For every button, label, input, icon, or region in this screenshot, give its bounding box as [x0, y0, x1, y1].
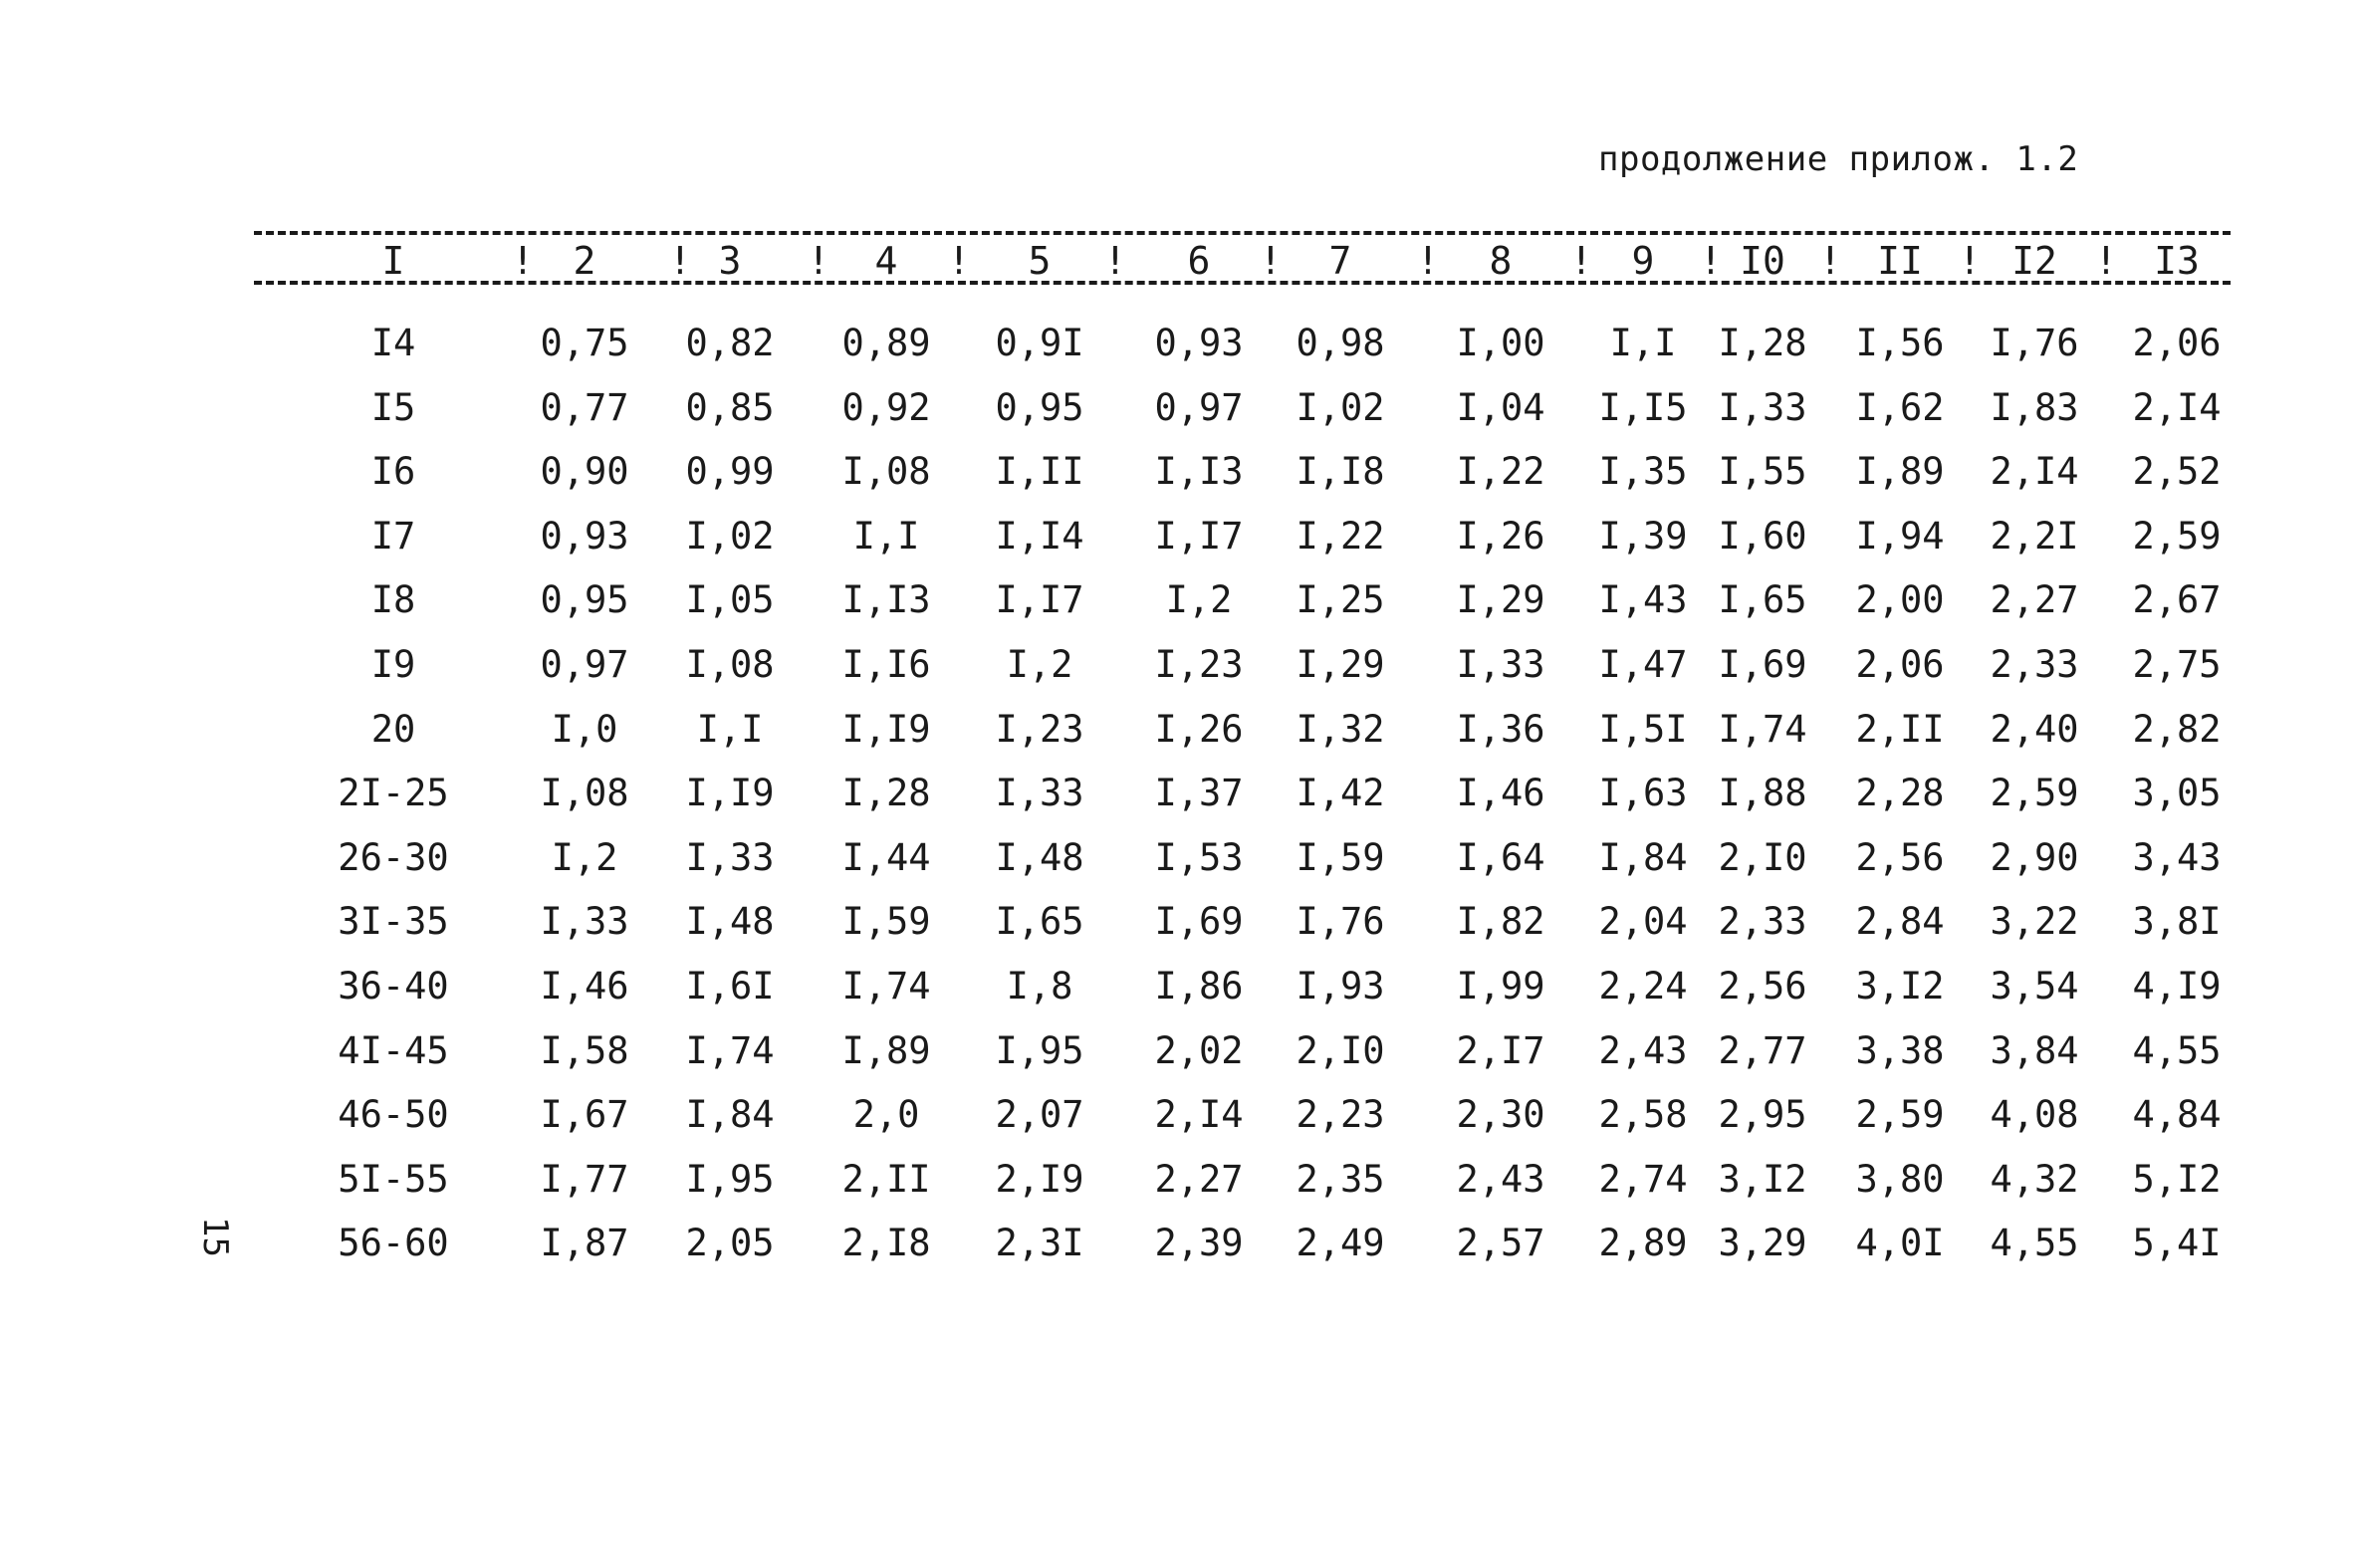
column-separator: !: [1818, 239, 1842, 283]
table-cell: I,I3: [841, 578, 931, 622]
row-label: I9: [370, 643, 416, 686]
table-cell: 0,95: [995, 385, 1084, 429]
table-cell: I,99: [1456, 965, 1545, 1008]
column-separator: !: [1103, 239, 1127, 283]
column-separator: !: [2094, 239, 2118, 283]
table-cell: I,I5: [1598, 385, 1688, 429]
table-cell: 2,0: [852, 1093, 920, 1137]
column-header: I2: [2011, 239, 2057, 283]
table-cell: 3,I2: [1718, 1157, 1807, 1201]
table-cell: 2,2I: [1990, 514, 2079, 558]
table-cell: I,89: [841, 1028, 931, 1072]
table-cell: I,69: [1154, 900, 1244, 944]
table-cell: 2,39: [1154, 1222, 1244, 1265]
table-cell: 2,33: [1718, 900, 1807, 944]
table-cell: 0,95: [540, 578, 629, 622]
row-label: I4: [370, 322, 416, 364]
table-cell: 2,I4: [2132, 385, 2222, 429]
table-cell: I,2: [1006, 643, 1073, 686]
table-cell: 5,4I: [2132, 1222, 2222, 1265]
table-cell: I,46: [540, 965, 629, 1008]
table-cell: I,43: [1598, 578, 1688, 622]
table-cell: 2,35: [1296, 1157, 1385, 1201]
table-cell: I,I: [852, 514, 920, 558]
table-cell: 0,97: [1154, 385, 1244, 429]
table-cell: I,I3: [1154, 450, 1244, 494]
table-cell: I,22: [1456, 450, 1545, 494]
table-cell: 0,98: [1296, 322, 1385, 364]
column-separator: !: [807, 239, 830, 283]
table-cell: I,05: [685, 578, 775, 622]
table-cell: I,5I: [1598, 707, 1688, 751]
column-header: 2: [573, 239, 596, 283]
table-cell: 2,I4: [1154, 1093, 1244, 1137]
table-cell: 0,89: [841, 322, 931, 364]
table-cell: I,59: [841, 900, 931, 944]
table-cell: 2,43: [1456, 1157, 1545, 1201]
table-cell: 2,I4: [1990, 450, 2079, 494]
table-cell: 2,27: [1990, 578, 2079, 622]
table-cell: I,87: [540, 1222, 629, 1265]
table-cell: I,59: [1296, 835, 1385, 879]
table-cell: I,69: [1718, 643, 1807, 686]
table-cell: 3,54: [1990, 965, 2079, 1008]
table-cell: I,46: [1456, 772, 1545, 815]
table-cell: I,08: [685, 643, 775, 686]
table-cell: 2,00: [1855, 578, 1945, 622]
table-cell: I,53: [1154, 835, 1244, 879]
table-cell: I,37: [1154, 772, 1244, 815]
column-separator: !: [1259, 239, 1283, 283]
table-cell: 3,05: [2132, 772, 2222, 815]
table-cell: I,02: [685, 514, 775, 558]
column-separator: !: [947, 239, 971, 283]
table-cell: I,22: [1296, 514, 1385, 558]
table-cell: 2,84: [1855, 900, 1945, 944]
table-cell: I,84: [1598, 835, 1688, 879]
table-cell: 3,22: [1990, 900, 2079, 944]
row-label: 5I-55: [338, 1157, 449, 1201]
table-cell: 4,08: [1990, 1093, 2079, 1137]
table-cell: I,I4: [995, 514, 1084, 558]
table-cell: 2,06: [2132, 322, 2222, 364]
table-cell: I,28: [841, 772, 931, 815]
table-cell: I,76: [1990, 322, 2079, 364]
table-cell: 2,I9: [995, 1157, 1084, 1201]
table-cell: I,6I: [685, 965, 775, 1008]
table-cell: I,26: [1456, 514, 1545, 558]
table-cell: 0,92: [841, 385, 931, 429]
table-cell: I,29: [1296, 643, 1385, 686]
table-cell: I,8: [1006, 965, 1073, 1008]
table-cell: 2,I8: [841, 1222, 931, 1265]
table-header-top-rule: [254, 231, 2231, 235]
table-cell: 2,56: [1718, 965, 1807, 1008]
table-cell: 2,30: [1456, 1093, 1545, 1137]
table-cell: I,2: [551, 835, 618, 879]
table-cell: I,84: [685, 1093, 775, 1137]
table-cell: 2,I7: [1456, 1028, 1545, 1072]
table-cell: 2,07: [995, 1093, 1084, 1137]
table-cell: I,33: [540, 900, 629, 944]
table-cell: I,77: [540, 1157, 629, 1201]
row-label: I8: [370, 578, 416, 622]
table-cell: I,44: [841, 835, 931, 879]
table-cell: I,60: [1718, 514, 1807, 558]
table-cell: 2,33: [1990, 643, 2079, 686]
table-cell: 2,40: [1990, 707, 2079, 751]
table-cell: I,93: [1296, 965, 1385, 1008]
column-separator: !: [1958, 239, 1982, 283]
table-cell: I,48: [995, 835, 1084, 879]
table-cell: I,56: [1855, 322, 1945, 364]
column-separator: !: [511, 239, 535, 283]
table-cell: 4,32: [1990, 1157, 2079, 1201]
table-cell: 2,89: [1598, 1222, 1688, 1265]
table-cell: I,26: [1154, 707, 1244, 751]
row-label: I7: [370, 514, 416, 558]
table-cell: I,II: [995, 450, 1084, 494]
table-cell: I,08: [841, 450, 931, 494]
table-cell: 2,59: [2132, 514, 2222, 558]
table-cell: I,67: [540, 1093, 629, 1137]
table-cell: I,39: [1598, 514, 1688, 558]
table-cell: I,I9: [685, 772, 775, 815]
column-header: 3: [718, 239, 742, 283]
table-cell: I,I6: [841, 643, 931, 686]
row-label: 20: [370, 707, 416, 751]
table-cell: 2,57: [1456, 1222, 1545, 1265]
table-cell: I,I: [696, 707, 764, 751]
table-cell: 2,67: [2132, 578, 2222, 622]
column-header: I0: [1740, 239, 1785, 283]
table-cell: 2,95: [1718, 1093, 1807, 1137]
table-cell: 3,38: [1855, 1028, 1945, 1072]
column-header: I3: [2154, 239, 2200, 283]
column-header: 5: [1028, 239, 1052, 283]
row-label: 2I-25: [338, 772, 449, 815]
table-cell: 2,24: [1598, 965, 1688, 1008]
table-cell: I,I7: [995, 578, 1084, 622]
column-header: 8: [1489, 239, 1513, 283]
table-cell: 0,82: [685, 322, 775, 364]
table-cell: I,55: [1718, 450, 1807, 494]
table-cell: 3,43: [2132, 835, 2222, 879]
table-cell: 2,II: [1855, 707, 1945, 751]
table-cell: 2,I0: [1718, 835, 1807, 879]
table-cell: 2,74: [1598, 1157, 1688, 1201]
table-cell: 4,I9: [2132, 965, 2222, 1008]
table-cell: I,33: [1456, 643, 1545, 686]
table-cell: I,00: [1456, 322, 1545, 364]
table-cell: I,08: [540, 772, 629, 815]
table-cell: I,23: [995, 707, 1084, 751]
table-cell: I,95: [685, 1157, 775, 1201]
table-cell: 2,I0: [1296, 1028, 1385, 1072]
table-cell: 2,04: [1598, 900, 1688, 944]
column-header: 9: [1631, 239, 1655, 283]
table-cell: 2,05: [685, 1222, 775, 1265]
table-cell: I,88: [1718, 772, 1807, 815]
table-cell: I,I7: [1154, 514, 1244, 558]
table-cell: 3,8I: [2132, 900, 2222, 944]
row-label: 36-40: [338, 965, 449, 1008]
table-cell: 2,77: [1718, 1028, 1807, 1072]
table-cell: I,33: [995, 772, 1084, 815]
row-label: 26-30: [338, 835, 449, 879]
table-cell: I,02: [1296, 385, 1385, 429]
table-cell: I,76: [1296, 900, 1385, 944]
table-cell: 0,93: [1154, 322, 1244, 364]
continuation-caption: продолжение прилож. 1.2: [1598, 139, 2079, 179]
table-cell: 2,75: [2132, 643, 2222, 686]
table-cell: 0,99: [685, 450, 775, 494]
table-cell: I,74: [841, 965, 931, 1008]
table-cell: I,28: [1718, 322, 1807, 364]
table-cell: 2,58: [1598, 1093, 1688, 1137]
page-number: 15: [195, 1217, 235, 1257]
table-cell: I,63: [1598, 772, 1688, 815]
table-cell: 2,59: [1855, 1093, 1945, 1137]
column-header: II: [1877, 239, 1923, 283]
table-cell: I,I8: [1296, 450, 1385, 494]
column-separator: !: [1699, 239, 1723, 283]
table-cell: 0,90: [540, 450, 629, 494]
table-cell: I,89: [1855, 450, 1945, 494]
table-cell: I,25: [1296, 578, 1385, 622]
column-header: I: [381, 239, 405, 283]
table-cell: 0,93: [540, 514, 629, 558]
table-cell: 2,52: [2132, 450, 2222, 494]
table-cell: 3,84: [1990, 1028, 2079, 1072]
table-cell: I,I9: [841, 707, 931, 751]
column-separator: !: [1416, 239, 1440, 283]
row-label: I5: [370, 385, 416, 429]
table-cell: I,82: [1456, 900, 1545, 944]
row-label: 46-50: [338, 1093, 449, 1137]
table-header-bottom-rule: [254, 281, 2231, 285]
table-cell: I,58: [540, 1028, 629, 1072]
table-cell: 0,77: [540, 385, 629, 429]
table-cell: 2,49: [1296, 1222, 1385, 1265]
table-cell: 2,06: [1855, 643, 1945, 686]
column-header: 6: [1187, 239, 1211, 283]
table-cell: 3,80: [1855, 1157, 1945, 1201]
row-label: 4I-45: [338, 1028, 449, 1072]
table-cell: I,36: [1456, 707, 1545, 751]
table-cell: 2,02: [1154, 1028, 1244, 1072]
table-cell: I,64: [1456, 835, 1545, 879]
table-cell: 3,I2: [1855, 965, 1945, 1008]
table-cell: 5,I2: [2132, 1157, 2222, 1201]
row-label: 3I-35: [338, 900, 449, 944]
table-cell: 0,97: [540, 643, 629, 686]
table-cell: 4,84: [2132, 1093, 2222, 1137]
table-cell: I,0: [551, 707, 618, 751]
column-separator: !: [1569, 239, 1593, 283]
row-label: 56-60: [338, 1222, 449, 1265]
column-header: 4: [874, 239, 898, 283]
table-cell: I,42: [1296, 772, 1385, 815]
table-cell: I,47: [1598, 643, 1688, 686]
table-cell: 2,3I: [995, 1222, 1084, 1265]
table-cell: 2,82: [2132, 707, 2222, 751]
table-cell: I,35: [1598, 450, 1688, 494]
table-cell: 4,0I: [1855, 1222, 1945, 1265]
column-header: 7: [1328, 239, 1352, 283]
table-cell: I,95: [995, 1028, 1084, 1072]
table-cell: I,48: [685, 900, 775, 944]
table-cell: 0,75: [540, 322, 629, 364]
table-cell: I,23: [1154, 643, 1244, 686]
table-cell: I,04: [1456, 385, 1545, 429]
column-separator: !: [668, 239, 692, 283]
table-cell: 2,90: [1990, 835, 2079, 879]
table-cell: I,74: [685, 1028, 775, 1072]
table-cell: 2,43: [1598, 1028, 1688, 1072]
table-cell: I,2: [1165, 578, 1233, 622]
table-cell: I,33: [1718, 385, 1807, 429]
table-cell: 2,59: [1990, 772, 2079, 815]
table-cell: 0,85: [685, 385, 775, 429]
table-cell: I,29: [1456, 578, 1545, 622]
table-cell: I,83: [1990, 385, 2079, 429]
table-cell: 0,9I: [995, 322, 1084, 364]
table-cell: 2,56: [1855, 835, 1945, 879]
table-cell: 3,29: [1718, 1222, 1807, 1265]
table-cell: I,74: [1718, 707, 1807, 751]
table-cell: I,65: [1718, 578, 1807, 622]
table-cell: 2,II: [841, 1157, 931, 1201]
table-cell: I,65: [995, 900, 1084, 944]
table-cell: I,33: [685, 835, 775, 879]
table-cell: I,94: [1855, 514, 1945, 558]
table-cell: I,32: [1296, 707, 1385, 751]
table-cell: 4,55: [1990, 1222, 2079, 1265]
table-cell: I,I: [1609, 322, 1677, 364]
table-cell: I,86: [1154, 965, 1244, 1008]
table-cell: 2,27: [1154, 1157, 1244, 1201]
table-cell: 2,28: [1855, 772, 1945, 815]
table-cell: I,62: [1855, 385, 1945, 429]
table-cell: 4,55: [2132, 1028, 2222, 1072]
row-label: I6: [370, 450, 416, 494]
table-cell: 2,23: [1296, 1093, 1385, 1137]
